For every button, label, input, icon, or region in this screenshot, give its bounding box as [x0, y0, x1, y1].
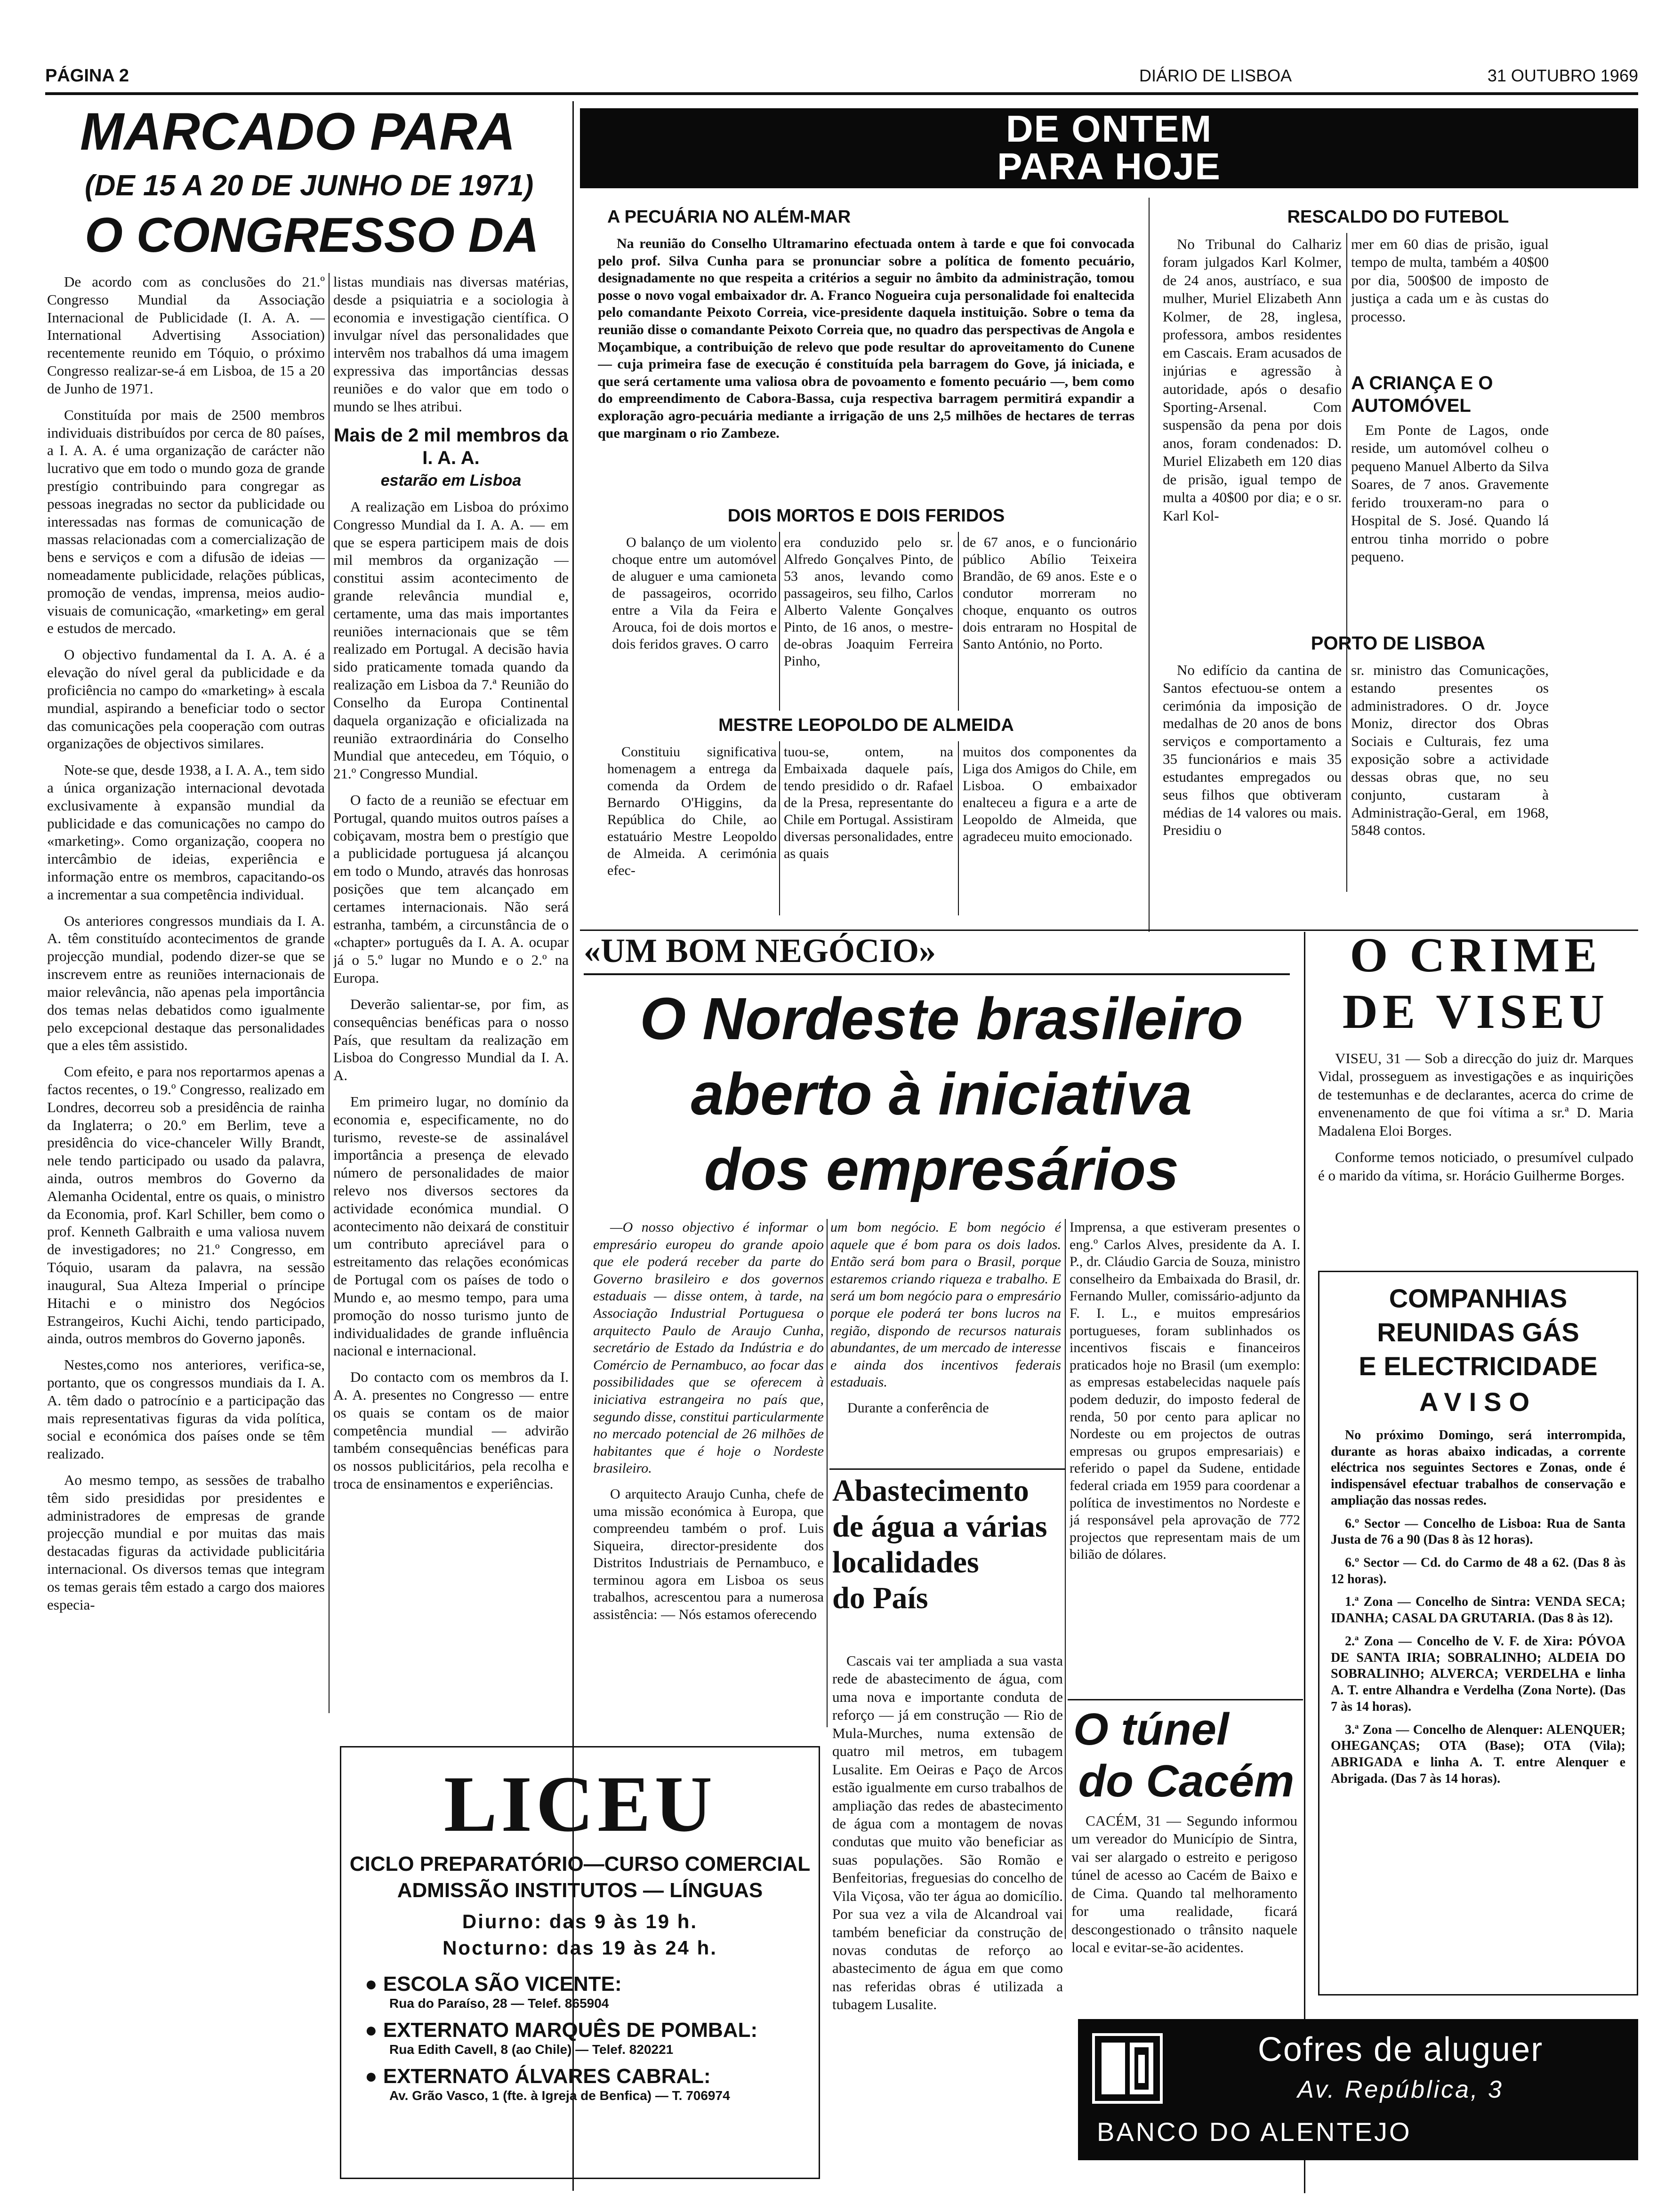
iaa-subhead2: estarão em Lisboa [380, 471, 522, 489]
paragraph: —O nosso objectivo é informar o empresário europeu do grande apoio que ele poderá receber da parte do Governo brasileiro e dos governos estaduais — disse ontem, à tarde, na Associação Industrial Portuguesa o arquitecto Paulo de Araujo Cunha, secretário de Estado da Indústria e do Comércio de Pernambuco, ao focar das possibilidades que se oferecem à iniciativa estrangeira no país que, segundo disse, constitui particularmente no mercado potencial de 26 milhões de habitantes que é hoje o Nordeste brasileiro. [593, 1219, 824, 1476]
crge-item: 2.ª Zona — Concelho de V. F. de Xira: PÓVOA DE SANTA IRIA; SOBRALINHO; ALDEIA DO SOBRALINHO; ALVERCA; VERDELHA e linha A. T. entre Alhandra e Verdelha (Zona Norte). (Das 7 às 14 horas). [1331, 1634, 1625, 1714]
liceu-line3: Diurno: das 9 às 19 h. [462, 1910, 698, 1932]
ontem-banner [580, 108, 1638, 188]
agua-text: Cascais vai ter ampliada a sua vasta rede de abastecimento de água, com uma nova e importante conduta de reforço — já em construção — Rio de Mula-Murches, numa extensão de quatro mil metros, em tubagem Lusalite. Em Oeiras e Paço de Arcos estão igualmente em curso trabalhos de ampliação das redes de abastecimento de água com a montagem de novas condutas que muito vão beneficiar as suas populações. São Romão e Benfeitorias, freguesias do concelho de Vila Viçosa, vão ter água ao domicílio. Por sua vez a vila de Alcandroal vai também beneficiar da construção de novas condutas de reforço ao abastecimento de água em que como nas referidas obras é utilizada a tubagem Lusalite. [832, 1652, 1063, 2013]
crge-title3: E ELECTRICIDADE [1359, 1351, 1598, 1381]
paragraph: Em primeiro lugar, no domínio da economia e, especificamente, no do turismo, reveste-se de assinalável importância a presença de elevado número de personalidades de maior relevo nos diversos sectores da actividade económica mundial. O acontecimento não deixará de constituir um contributo apreciável para o estreitamento das relações económicas de Portugal com os países de todo o Mundo e, ao mesmo tempo, para uma promoção do nosso turismo junto de individualidades de grande influência nacional e internacional. [333, 1093, 569, 1359]
column-rule [1346, 233, 1347, 892]
crge-aviso [1318, 1271, 1638, 1996]
viseu-title [1313, 927, 1638, 1045]
paragraph: Conforme temos noticiado, o presumível culpado é o marido da vítima, sr. Horácio Guilherme Borges. [1318, 1149, 1633, 1184]
porto-title: PORTO DE LISBOA [1311, 633, 1486, 654]
crianca-text: Em Ponte de Lagos, onde reside, um automóvel colheu o pequeno Manuel Alberto da Silva Soares, de 7 anos. Gravemente ferido trouxeram-no para o Hospital de S. José. Quando lá entrou tinha morrido o pobre pequeno. [1351, 422, 1549, 565]
mortos-col2: era conduzido pelo sr. Alfredo Gonçalves Pinto, de 53 anos, levando como passageiros, seu filho, Carlos Alberto Valente Gonçalves Pinto, de 16 anos, o mestre-de-obras Joaquim Ferreira Pinho, [784, 535, 953, 669]
paragraph: Deverão salientar-se, por fim, as consequências benéficas para o nosso País, que resultam da realização em Lisboa do Congresso Mundial da I. A. A. [333, 995, 569, 1084]
kicker-underline [584, 973, 1290, 975]
crge-item: 3.ª Zona — Concelho de Alenquer: ALENQUER; OHEGANÇAS; OTA (Base); OTA (Vila); ABRIGADA e linha A. T. entre Alenquer e Abrigada. (Das 7 às 14 horas). [1331, 1722, 1625, 1786]
liceu-schools [365, 1972, 819, 2103]
agua-title-line4: do País [832, 1580, 928, 1615]
paragraph: um bom negócio. E bom negócio é aquele que é bom para os dois lados. Então será bom para o Brasil, porque estaremos criando riqueza e trabalho. E será um bom negócio para o empresário porque ele poderá ter bons lucros na região, dispondo de recursos naturais abundantes, de um mercado de interesse e ainda dos incentivos federais estaduais. [830, 1219, 1061, 1390]
paragraph: Do contacto com os membros da I. A. A. presentes no Congresso — entre os quais se contam os de maior competência mundial — advirão também consequências benéficas para os nossos publicitários, pela recolha e troca de ensinamentos e experiências. [333, 1369, 569, 1492]
rescaldo-col1: No Tribunal do Calhariz foram julgados Karl Kolmer, de 24 anos, austríaco, e sua mulher, Muriel Elizabeth Ann Kolmer, de 28, inglesa, professora, ambos residentes em Cascais. Eram acusados de injúrias e agressão à autoridade, após o desafio Sporting-Arsenal. Com suspensão da pena por dois anos, foram condenados: D. Muriel Elizabeth em 120 dias de prisão, igual tempo de multa a 40$00 por dia; e o sr. Karl Kol- [1163, 236, 1342, 524]
tunel-title1: O túnel [1073, 1704, 1229, 1755]
iaa-title: O CONGRESSO DA [85, 208, 538, 263]
school-item [365, 2019, 819, 2057]
column-rule [779, 532, 780, 711]
tunel-title2: do Cacém [1078, 1756, 1295, 1806]
liceu-ad [340, 1746, 820, 2179]
paragraph: Durante a conferência de [847, 1400, 989, 1416]
leopoldo-title: MESTRE LEOPOLDO DE ALMEIDA [718, 715, 1014, 735]
iaa-subhead: Mais de 2 mil membros da I. A. A. [334, 425, 568, 468]
crge-title2: REUNIDAS GÁS [1377, 1317, 1579, 1347]
viseu-text [1318, 1050, 1633, 1261]
liceu-line2: ADMISSÃO INSTITUTOS — LÍNGUAS [397, 1879, 763, 1902]
pecuaria-title: A PECUÁRIA NO ALÉM-MAR [607, 207, 851, 227]
leopoldo-col2: tuou-se, ontem, na Embaixada daquele país, tendo presidido o dr. Rafael de la Presa, representante do Chile em Portugal. Assistiram diversas personalidades, entre as quais [784, 744, 953, 861]
school-item [365, 2065, 819, 2103]
iaa-col1 [47, 273, 325, 2184]
porto-col2: sr. ministro das Comunicações, estando presentes os administradores. O dr. Joyce Moniz, director dos Obras Sociais e Culturais, fez uma exposição sobre a actividade dessas obras que, no seu conjunto, custaram à Administração-Geral, em 1968, 5848 contos. [1351, 662, 1549, 839]
paragraph: Os anteriores congressos mundiais da I. A. A. têm constituído acontecimentos de grande projecção mundial, podendo dizer-se que se inscrevem entre as reuniões internacionais de maior relevância, não apenas pela importância dos temas nelas debatidos como igualmente pelo excepcional destaque das personalidades que a eles têm assistido. [47, 912, 325, 1054]
viseu-title-line1: O CRIME [1350, 928, 1602, 982]
pecuaria-text: Na reunião do Conselho Ultramarino efectuada ontem à tarde e que foi convocada pelo prof. Silva Cunha para se pronunciar sobre a política de fomento pecuário, designadamente no que respeita a critérios a seguir no âmbito da administração, tomou posse o novo vogal embaixador dr. A. Franco Nogueira cuja personalidade foi enaltecida pelo comandante Peixoto Correia, vice-presidente daquela instituição. Sobre o tema da reunião disse o comandante Peixoto Correia que, no quadro das perspectivas de Angola e Moçambique, a contribuição de relevo que pode resultar do aproveitamento do Cunene — cuja primeira fase de execução é constituída pela barragem do Gove, já iniciada, e que será certamente uma valiosa obra de povoamento e fomento pecuário —, bem como do empreendimento de Cabora-Bassa, cuja respectiva barragem permitirá expandir a exploração agro-pecuária mediante a irrigação de uns 2,5 milhões de hectares de terras que marginam o rio Zambeze. [598, 236, 1134, 441]
nordeste-col1 [593, 1219, 824, 1727]
school-name: ESCOLA SÃO VICENTE: [383, 1972, 622, 1996]
nordeste-title1: O Nordeste brasileiro [640, 986, 1243, 1052]
school-address: Av. Grão Vasco, 1 (fte. à Igreja de Benfica) — T. 706974 [389, 2088, 730, 2103]
porto-col1: No edifício da cantina de Santos efectuou-se ontem a cerimónia da imposição de medalhas de 20 anos de bons serviços e comportamento a 35 funcionários e mais 35 estudantes empregados ou seus filhos que obtiveram médias de 14 valores ou mais. Presidiu o [1163, 662, 1342, 839]
paragraph: O arquitecto Araujo Cunha, chefe de uma missão económica à Europa, que compreendeu também o prof. Luis Siqueira, director-presidente dos Distritos Industriais de Pernambuco, e terminou agora em Lisboa os seus trabalhos, acrescentou para a numerosa assistência: — Nós estamos oferecendo [593, 1486, 824, 1623]
liceu-line4: Nocturno: das 19 às 24 h. [442, 1937, 717, 1959]
bullet-icon: ● [365, 1972, 383, 1996]
column-rule [779, 741, 780, 915]
bank-logo-icon [1092, 2033, 1163, 2104]
viseu-title-line2: DE VISEU [1342, 985, 1609, 1039]
paragraph: De acordo com as conclusões do 21.º Congresso Mundial da Associação Internacional de Publicidade (I. A. A. — International Advertising Association) recentemente reunido em Tóquio, o próximo Congresso realizar-se-á em Lisboa, de 15 a 20 de Junho de 1971. [47, 273, 325, 397]
liceu-line1: CICLO PREPARATÓRIO—CURSO COMERCIAL [349, 1852, 811, 1875]
paragraph: O facto de a reunião se efectuar em Portugal, quando muitos outros países a cobiçavam, mostra bem o prestígio que a publicidade portuguesa já alcançou em todo o Mundo, através das honrosas posições que tem alcançado em certames internacionais. Não será estranha, também, a circunstância de o «chapter» português da I. A. A. ocupar já o 5.º lugar no Mundo e o 2.º na Europa. [333, 791, 569, 986]
section-rule [1068, 1699, 1303, 1700]
ontem-banner-line1: DE ONTEM [1005, 108, 1213, 150]
column-rule [329, 273, 330, 1713]
bullet-icon: ● [365, 2065, 383, 2088]
school-name: EXTERNATO MARQUÊS DE POMBAL: [383, 2019, 758, 2042]
agua-title-line2: de água a várias [832, 1509, 1047, 1544]
masthead-date: 31 OUTUBRO 1969 [1487, 66, 1638, 85]
paragraph: listas mundiais nas diversas matérias, desde a psiquiatria e a sociologia à economia e investigação científica. O invulgar nível das personalidades que intervêm nos trabalhos dá uma imagem expressiva das importâncias dessas reuniões e do valor que em todo o mundo se lhes atribui. [333, 273, 569, 415]
paragraph: Com efeito, e para nos reportarmos apenas a factos recentes, o 19.º Congresso, realizado em Londres, decorreu sob a presidência de rainha da Inglaterra; o 20.º em Berlim, teve a presidência do vice-chanceler Willy Brandt, nele tendo participado ou usado da palavra, ainda, outros membros do Governo da Alemanha Ocidental, entre os quais, o ministro da Economia, prof. Karl Schiller, bem como o prof. Kenneth Galbraith e uma valiosa nuvem de investigadores; no 21.º Congresso, em Tóquio, usaram da palavra, na sessão inaugural, Sua Alteza Imperial o príncipe Hitachi e o ministro dos Negócios Estrangeiros, Kuchi Aichi, tendo participado, ainda, outros membros do Governo japonês. [47, 1063, 325, 1347]
iaa-col2 [333, 273, 569, 1704]
paragraph: VISEU, 31 — Sob a direcção do juiz dr. Marques Vidal, prosseguem as investigações e as inquirições de testemunhas e de declarantes, acerca do crime de envenenamento de que foi vítima a sr.ª D. Maria Madalena Eloi Borges. [1318, 1050, 1633, 1139]
paragraph: Nestes,como nos anteriores, verifica-se, portanto, que os congressos mundiais da I. A. A. têm dado o patrocínio e a participação das mais representativas figuras da vida política, social e económica dos países onde se têm realizado. [47, 1356, 325, 1462]
column-rule [958, 741, 959, 915]
agua-title [832, 1473, 1063, 1652]
cofres-address: Av. República, 3 [1297, 2076, 1504, 2103]
school-address: Rua Edith Cavell, 8 (ao Chile) — Telef. 820221 [389, 2042, 674, 2057]
column-rule [1065, 1219, 1066, 1939]
agua-title-line1: Abastecimento [832, 1474, 1029, 1508]
section-rule [829, 1468, 1065, 1470]
paragraph: Ao mesmo tempo, as sessões de trabalho têm sido presididas por presidentes e administradores de empresas de grande projecção mundial e por muitas das mais destacadas figuras da actividade publicitária internacional. Os diversos temas que integram os temas gerais têm estado a cargo dos maiores especia- [47, 1472, 325, 1613]
ontem-banner-line2: PARA HOJE [997, 145, 1221, 187]
liceu-title: LICEU [443, 1760, 716, 1848]
nordeste-title3: dos empresários [704, 1136, 1179, 1202]
tunel-text: CACÉM, 31 — Segundo informou um vereador do Município de Sintra, vai ser alargado o estreito e perigoso túnel de acesso ao Cacém de Baixo e de Cima. Quando tal melhoramento for uma realidade, ficará descongestionado o trânsito naquele local e evitar-se-ão acidentes. [1071, 1812, 1297, 1956]
paragraph: Note-se que, desde 1938, a I. A. A., tem sido a única organização internacional devotada exclusivamente à expansão mundial da publicidade e das comunicações no campo do «marketing». Como organização, coopera no intercâmbio de ideias, experiência e informação entre os membros, capacitando-os a incrementar a sua competência individual. [47, 761, 325, 903]
school-name: EXTERNATO ÁLVARES CABRAL: [383, 2065, 711, 2088]
column-rule [1149, 198, 1150, 932]
mortos-col1: O balanço de um violento choque entre um automóvel de aluguer e uma camioneta de passageiros, ocorrido entre a Vila da Feira e Arouca, foi de dois mortos e dois feridos graves. O carro [612, 535, 777, 652]
crge-title4: AVISO [1419, 1387, 1537, 1417]
rescaldo-title: RESCALDO DO FUTEBOL [1287, 207, 1509, 227]
paragraph: A realização em Lisboa do próximo Congresso Mundial da I. A. A. — em que se espera participem mais de dois mil membros da organização — constitui assim acontecimento de grande relevância mundial e, certamente, uma das mais importantes reuniões internacionais que se têm realizado em Portugal. A decisão havia sido praticamente tomada quando da realização em Lisboa da 7.ª Reunião do Conselho da Europa Continental daquela organização e oficializada na reunião extraordinária do Conselho Mundial que antecedeu, em Tóquio, o 21.º Congresso Mundial. [333, 498, 569, 782]
crianca-title: A CRIANÇA E O AUTOMÓVEL [1351, 373, 1493, 416]
cofres-ad [1078, 2019, 1638, 2160]
masthead-paper: DIÁRIO DE LISBOA [1139, 66, 1292, 85]
masthead-page: PÁGINA 2 [45, 66, 129, 86]
mortos-title: DOIS MORTOS E DOIS FERIDOS [727, 506, 1005, 526]
cofres-title: Cofres de aluguer [1257, 2031, 1544, 2068]
column-rule [827, 1219, 828, 1727]
column-rule [958, 532, 959, 711]
agua-title-line3: localidades [832, 1545, 979, 1579]
iaa-subkicker: (DE 15 A 20 DE JUNHO DE 1971) [85, 169, 534, 202]
crge-title1: COMPANHIAS [1389, 1283, 1568, 1313]
leopoldo-col1: Constituiu significativa homenagem a entrega da comenda da Ordem de Bernardo O'Higgins, da República do Chile, ao estatuário Mestre Leopoldo de Almeida. A cerimónia efec- [607, 744, 777, 878]
cofres-bank: BANCO DO ALENTEJO [1097, 2117, 1412, 2147]
leopoldo-col3: muitos dos componentes da Liga dos Amigos do Chile, em Lisboa. O embaixador enalteceu a figura e a arte de Leopoldo de Almeida, que agradeceu muito emocionado. [963, 744, 1137, 844]
crge-item: 6.º Sector — Cd. do Carmo de 48 a 62. (Das 8 às 12 horas). [1331, 1555, 1625, 1587]
school-item [365, 1972, 819, 2011]
crge-item: 6.º Sector — Concelho de Lisboa: Rua de Santa Justa de 76 a 90 (Das 8 às 12 horas). [1331, 1516, 1625, 1547]
bullet-icon: ● [365, 2019, 383, 2042]
school-address: Rua do Paraíso, 28 — Telef. 865904 [389, 1996, 609, 2011]
rescaldo-col2: mer em 60 dias de prisão, igual tempo de multa, também a 40$00 por dia, 500$00 de imposto de justiça a cada um e às custas do processo. [1351, 236, 1549, 325]
paragraph: O objectivo fundamental da I. A. A. é a elevação do nível geral da publicidade e da proficiência no campo do «marketing» à escala mundial, aspirando a beneficiar todo o sector das comunicações pela cooperação com outras organizações de objectivos similares. [47, 646, 325, 752]
paragraph: Constituída por mais de 2500 membros individuais distribuídos por cerca de 80 países, a I. A. A. é uma organização de carácter não lucrativo que em todo o mundo goza de grande prestígio contribuindo para congregar as pessoas inegradas no sector da publicidade ou interessadas nas formas de comunicação de massas relacionadas com a comercialização de bens e serviços e com a difusão de ideias — nomeadamente publicidade, relações públicas, promoção de vendas, imprensa, meios audio-visuais de comunicação, «marketing» em geral e estudos de mercado. [47, 406, 325, 637]
iaa-kicker: MARCADO PARA [80, 102, 514, 161]
crge-item: 1.ª Zona — Concelho de Sintra: VENDA SECA; IDANHA; CASAL DA GRUTARIA. (Das 8 às 12). [1331, 1595, 1625, 1626]
nordeste-col2 [830, 1219, 1061, 1487]
nordeste-col3: Imprensa, a que estiveram presentes o eng.º Carlos Alves, presidente da A. I. P., dr. Cláudio Garcia de Souza, ministro conselheiro da Embaixada do Brasil, dr. Fernando Muller, comissário-adjunto da F. I. L., e muitos empresários portugueses, foram sublinhados os incentivos fiscais e financeiros praticados hoje no Brasil (um exemplo: as empresas estabelecidas naquele país podem deduzir, do imposto federal de renda, 50 por cento para aplicar no Nordeste ou em projectos de outras empresas ou grupos empresariais) e referido o papel da Sudene, entidade federal criada em 1959 para coordenar a política de investimentos no Nordeste e já responsável pela aprovação de 772 projectos que representam mais de um bilião de dólares. [1070, 1219, 1300, 1563]
nordeste-kicker: «UM BOM NEGÓCIO» [584, 932, 936, 970]
mortos-col3: de 67 anos, e o funcionário público Abílio Teixeira Brandão, de 69 anos. Este e o condutor morreram no choque, enquanto os outros dois entraram no Hospital de Santo António, no Porto. [963, 535, 1137, 652]
crge-intro: No próximo Domingo, será interrompida, durante as horas abaixo indicadas, a corrente eléctrica nos seguintes Sectores e Zonas, onde é indispensável efectuar trabalhos de conservação e ampliação das nossas redes. [1331, 1428, 1625, 1508]
nordeste-title2: aberto à iniciativa [691, 1061, 1192, 1127]
column-rule [1304, 932, 1305, 2193]
masthead-rule [45, 92, 1638, 95]
